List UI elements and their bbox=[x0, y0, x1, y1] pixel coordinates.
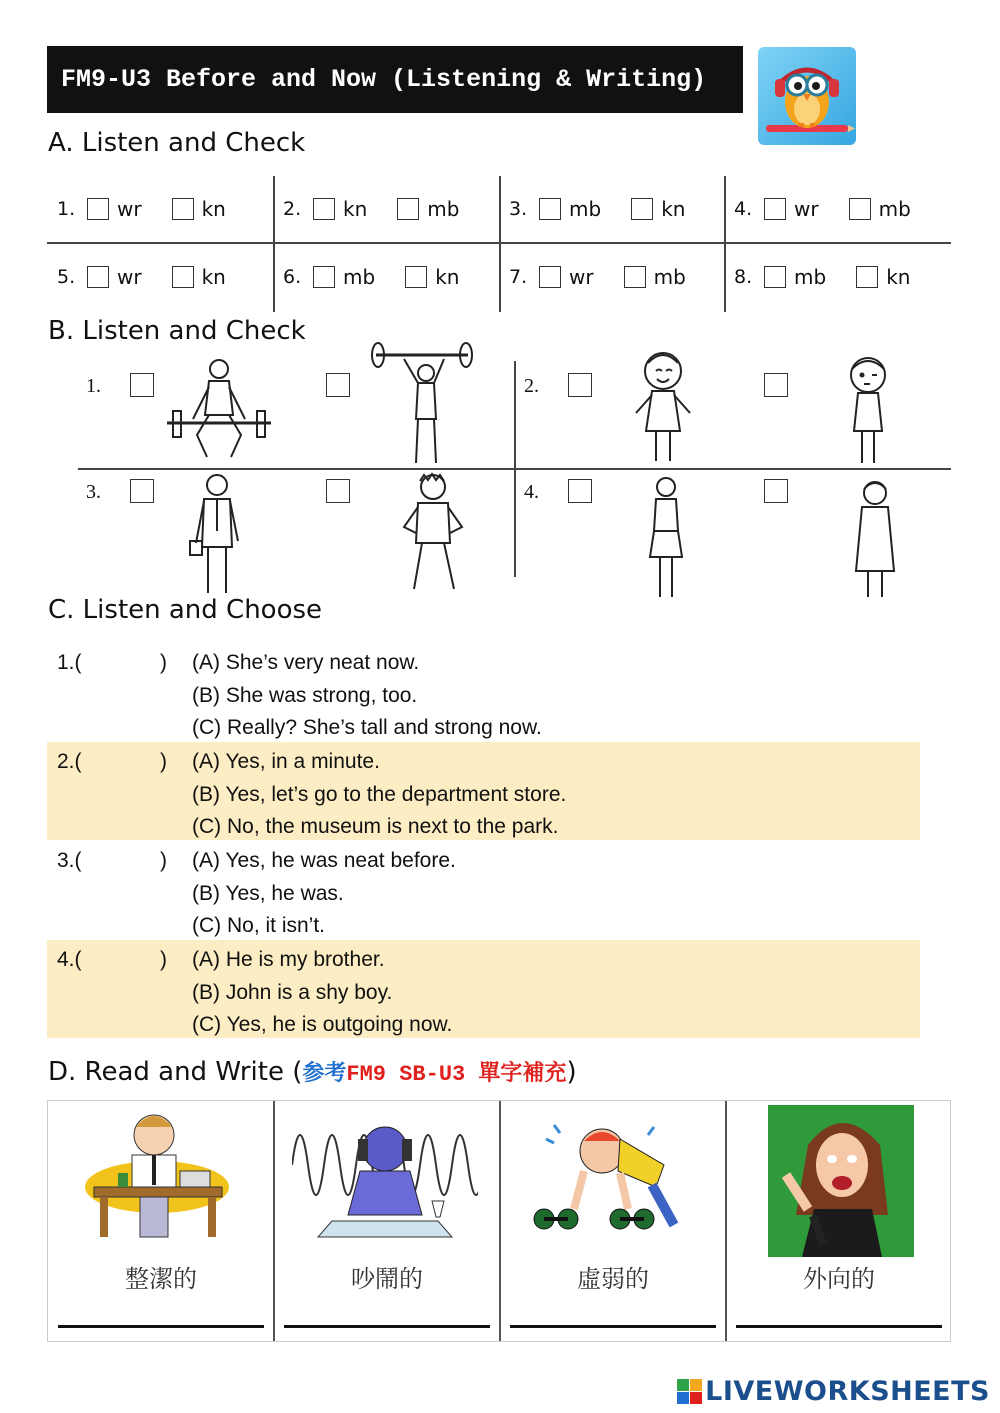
option-label: wr bbox=[569, 265, 594, 289]
option-b: (B) Yes, he was. bbox=[192, 882, 344, 905]
item-number: 7. bbox=[509, 266, 528, 288]
messy-boy-figure bbox=[400, 471, 466, 597]
checkbox[interactable] bbox=[326, 479, 350, 503]
checkbox[interactable] bbox=[172, 198, 194, 220]
reference-close: ) bbox=[566, 1057, 577, 1087]
worksheet-title: FM9-U3 Before and Now (Listening & Writing) bbox=[47, 46, 743, 113]
option-a: (A) Yes, he was neat before. bbox=[192, 849, 456, 872]
reference-label: 参考 bbox=[302, 1061, 347, 1086]
section-b-grid bbox=[78, 361, 951, 577]
option-label: kn bbox=[343, 197, 368, 221]
checkbox[interactable] bbox=[313, 266, 335, 288]
liveworksheets-logo bbox=[677, 1376, 990, 1407]
checkbox[interactable] bbox=[405, 266, 427, 288]
item-number: 1. bbox=[57, 198, 76, 220]
item-number: 4. bbox=[734, 198, 753, 220]
checkbox[interactable] bbox=[631, 198, 653, 220]
chinese-word: 整潔的 bbox=[125, 1265, 197, 1293]
item-number: 3. bbox=[509, 198, 528, 220]
item-number: 1. bbox=[86, 375, 101, 397]
section-d-heading bbox=[48, 1056, 577, 1087]
checkbox[interactable] bbox=[764, 266, 786, 288]
neat-office-worker-picture bbox=[82, 1105, 232, 1243]
answer-line[interactable] bbox=[736, 1325, 942, 1328]
chinese-word: 吵鬧的 bbox=[351, 1265, 423, 1293]
option-label: kn bbox=[435, 265, 460, 289]
option-a: (A) He is my brother. bbox=[192, 948, 385, 971]
option-a: (A) Yes, in a minute. bbox=[192, 750, 380, 773]
option-b: (B) Yes, let’s go to the department store. bbox=[192, 783, 567, 806]
outgoing-singer-picture bbox=[768, 1105, 914, 1257]
weightlifter-lifting-overhead-figure bbox=[368, 339, 478, 467]
answer-blank[interactable]: ) bbox=[160, 948, 167, 971]
option-c: (C) Yes, he is outgoing now. bbox=[192, 1013, 453, 1036]
option-label: kn bbox=[201, 197, 226, 221]
checkbox[interactable] bbox=[130, 373, 154, 397]
checkbox[interactable] bbox=[764, 373, 788, 397]
checkbox[interactable] bbox=[568, 479, 592, 503]
happy-girl-figure bbox=[626, 347, 700, 467]
reference-source: FM9 SB-U3 單字補充 bbox=[346, 1062, 567, 1087]
checkbox[interactable] bbox=[764, 198, 786, 220]
option-label: kn bbox=[886, 265, 911, 289]
question-row bbox=[47, 643, 920, 741]
question-number: 3.( bbox=[57, 849, 82, 872]
chinese-word: 外向的 bbox=[803, 1265, 875, 1293]
liveworksheets-brand: LIVEWORKSHEETS bbox=[705, 1376, 990, 1407]
word-card bbox=[48, 1101, 274, 1341]
item-number: 6. bbox=[283, 266, 302, 288]
shy-girl-figure bbox=[832, 351, 902, 467]
item-number: 8. bbox=[734, 266, 753, 288]
checkbox[interactable] bbox=[87, 198, 109, 220]
checkbox[interactable] bbox=[87, 266, 109, 288]
item-number: 3. bbox=[86, 481, 101, 503]
divider bbox=[514, 361, 516, 577]
owl-with-headphones-icon bbox=[758, 47, 856, 145]
checkbox[interactable] bbox=[539, 198, 561, 220]
section-a-item bbox=[724, 252, 950, 302]
weightlifter-squatting-figure bbox=[163, 353, 275, 465]
option-label: wr bbox=[117, 197, 142, 221]
option-label: mb bbox=[343, 265, 376, 289]
checkbox[interactable] bbox=[397, 198, 419, 220]
young-girl-figure bbox=[644, 475, 688, 603]
option-c: (C) Really? She’s tall and strong now. bbox=[192, 716, 542, 739]
section-d-title: D. Read and Write bbox=[48, 1057, 284, 1087]
question-row bbox=[47, 841, 920, 939]
option-label: mb bbox=[653, 265, 686, 289]
checkbox[interactable] bbox=[568, 373, 592, 397]
checkbox[interactable] bbox=[764, 479, 788, 503]
section-a-item bbox=[273, 252, 499, 302]
section-d-grid bbox=[47, 1100, 951, 1342]
item-number: 2. bbox=[524, 375, 539, 397]
question-number: 4.( bbox=[57, 948, 82, 971]
option-label: wr bbox=[117, 265, 142, 289]
option-label: mb bbox=[427, 197, 460, 221]
answer-line[interactable] bbox=[284, 1325, 490, 1328]
checkbox[interactable] bbox=[326, 373, 350, 397]
question-row bbox=[47, 940, 920, 1038]
question-number: 1.( bbox=[57, 651, 82, 674]
section-a-grid bbox=[47, 176, 951, 312]
answer-line[interactable] bbox=[58, 1325, 264, 1328]
liveworksheets-logo-icon bbox=[677, 1379, 702, 1404]
checkbox[interactable] bbox=[130, 479, 154, 503]
option-label: kn bbox=[201, 265, 226, 289]
section-a-item bbox=[273, 184, 499, 234]
answer-blank[interactable]: ) bbox=[160, 750, 167, 773]
section-a-item bbox=[499, 184, 725, 234]
word-card bbox=[726, 1101, 952, 1341]
answer-blank[interactable]: ) bbox=[160, 651, 167, 674]
question-row bbox=[47, 742, 920, 840]
answer-line[interactable] bbox=[510, 1325, 716, 1328]
checkbox[interactable] bbox=[624, 266, 646, 288]
noisy-headphones-picture bbox=[292, 1105, 478, 1243]
item-number: 4. bbox=[524, 481, 539, 503]
word-card bbox=[274, 1101, 500, 1341]
section-a-item bbox=[47, 184, 273, 234]
section-a-item bbox=[724, 184, 950, 234]
checkbox[interactable] bbox=[539, 266, 561, 288]
section-a-heading: A. Listen and Check bbox=[48, 128, 306, 158]
answer-blank[interactable]: ) bbox=[160, 849, 167, 872]
section-a-item bbox=[47, 252, 273, 302]
neat-man-in-suit-figure bbox=[186, 471, 248, 599]
chinese-word: 虛弱的 bbox=[577, 1265, 649, 1293]
section-a-item bbox=[499, 252, 725, 302]
option-label: wr bbox=[794, 197, 819, 221]
item-number: 5. bbox=[57, 266, 76, 288]
option-c: (C) No, it isn’t. bbox=[192, 914, 326, 937]
old-woman-figure bbox=[850, 477, 900, 603]
question-number: 2.( bbox=[57, 750, 82, 773]
checkbox[interactable] bbox=[313, 198, 335, 220]
option-label: mb bbox=[878, 197, 911, 221]
item-number: 2. bbox=[283, 198, 302, 220]
option-b: (B) John is a shy boy. bbox=[192, 981, 393, 1004]
section-c-heading: C. Listen and Choose bbox=[48, 595, 323, 625]
checkbox[interactable] bbox=[849, 198, 871, 220]
option-label: kn bbox=[661, 197, 686, 221]
option-a: (A) She’s very neat now. bbox=[192, 651, 420, 674]
weak-man-lifting-dumbbells-picture bbox=[524, 1105, 700, 1243]
checkbox[interactable] bbox=[856, 266, 878, 288]
option-label: mb bbox=[794, 265, 827, 289]
checkbox[interactable] bbox=[172, 266, 194, 288]
word-card bbox=[500, 1101, 726, 1341]
option-label: mb bbox=[569, 197, 602, 221]
option-b: (B) She was strong, too. bbox=[192, 684, 418, 707]
section-b-heading: B. Listen and Check bbox=[48, 316, 306, 346]
reference-open: ( bbox=[292, 1057, 303, 1087]
option-c: (C) No, the museum is next to the park. bbox=[192, 815, 559, 838]
